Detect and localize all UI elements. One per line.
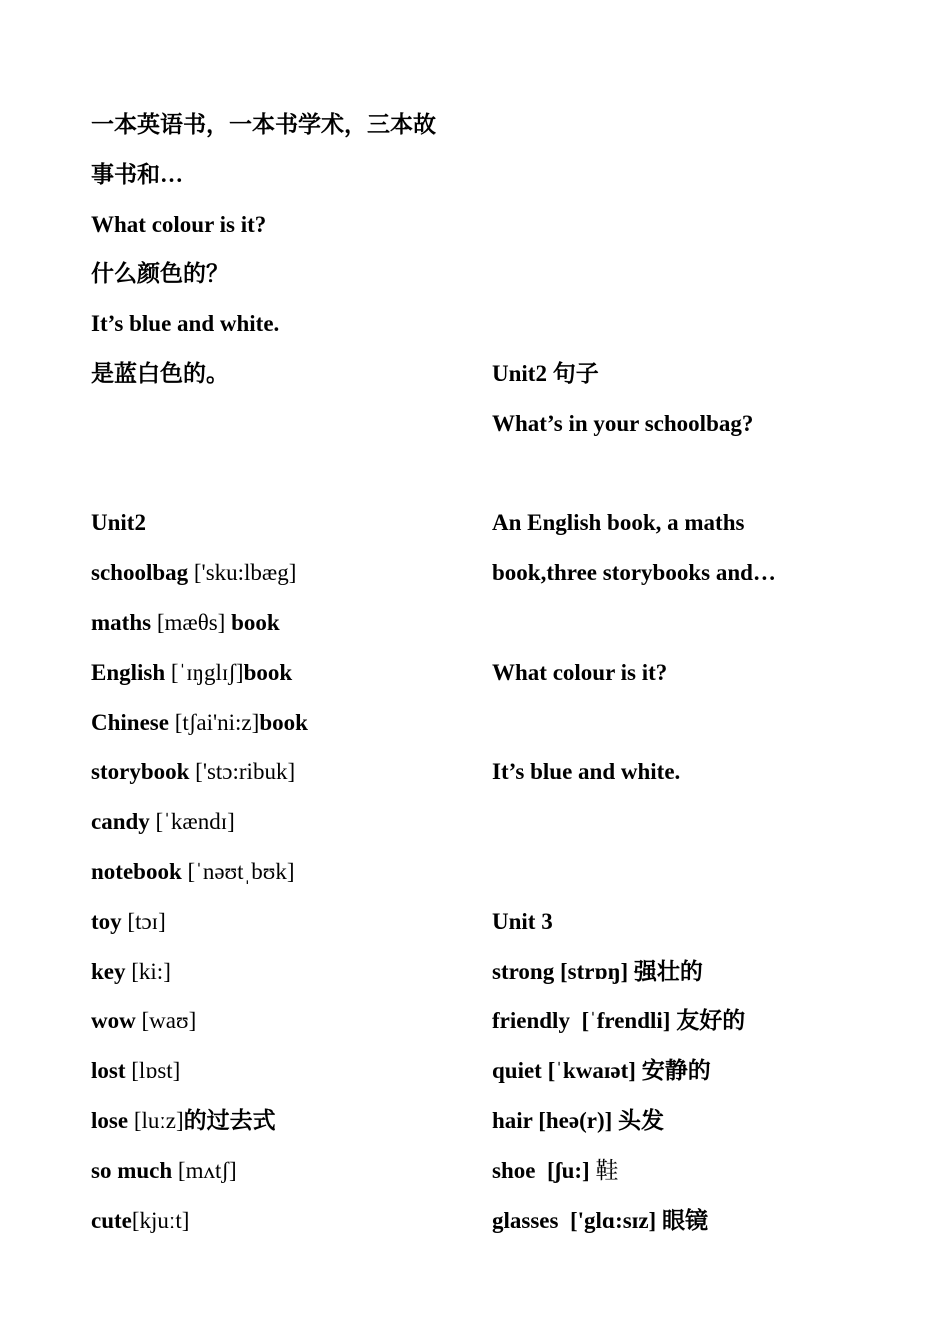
vocab-meaning: 头发 — [618, 1107, 665, 1133]
vocab-pron: [luːz] — [133, 1107, 184, 1133]
vocab-pron: [ˈkændɪ] — [155, 809, 235, 835]
vocab-pron: [tɔɪ] — [127, 908, 166, 934]
vocab-item — [91, 747, 481, 797]
cn-answer-line-1: 一本英语书，一本书学术，三本故 — [91, 112, 436, 137]
answer-schoolbag-line-1: An English book, a maths — [492, 510, 745, 536]
question-colour-cn: 什么颜色的？ — [91, 261, 229, 287]
vocab-meaning: 鞋 — [595, 1157, 619, 1183]
spacer — [492, 299, 912, 349]
vocab-pron: [heə(r)] — [538, 1107, 613, 1133]
spacer — [492, 449, 912, 499]
vocab-item — [91, 648, 481, 698]
unit2-heading: Unit2 — [91, 510, 146, 536]
left-column — [91, 100, 481, 1245]
vocab-pron: [tʃai'ni:z] — [174, 709, 260, 735]
vocab-meaning: 眼镜 — [661, 1207, 708, 1233]
vocab-item — [91, 1096, 481, 1146]
vocab-word: storybook — [91, 759, 190, 785]
vocab-item — [91, 548, 481, 598]
vocab-pron: [ki:] — [131, 958, 171, 984]
vocab-suffix: 的过去式 — [183, 1107, 276, 1133]
vocab-pron: [ˈnəʊtˌbʊk] — [187, 858, 295, 884]
spacer — [492, 249, 912, 299]
vocab-word: key — [91, 958, 126, 984]
vocab-item — [91, 797, 481, 847]
vocab-item — [91, 698, 481, 748]
vocab-meaning: 强壮的 — [633, 958, 703, 984]
spacer — [492, 847, 912, 897]
vocab-pron: [mʌtʃ] — [177, 1157, 237, 1183]
vocab-item — [91, 996, 481, 1046]
vocab-item — [91, 897, 481, 947]
vocab-word: English — [91, 659, 166, 685]
spacer — [91, 399, 481, 449]
spacer — [492, 100, 912, 150]
right-column — [492, 100, 912, 1245]
vocab-suffix: book — [259, 709, 308, 735]
vocab-item — [492, 1096, 912, 1146]
vocab-pron: ['stɔ:ribuk] — [195, 759, 296, 785]
vocab-pron: [strɒŋ] — [559, 958, 629, 984]
vocab-word: so much — [91, 1157, 173, 1183]
question-colour: What colour is it? — [492, 659, 668, 685]
vocab-item — [91, 1046, 481, 1096]
vocab-item — [492, 947, 912, 997]
vocab-word: quiet — [492, 1058, 542, 1084]
vocab-word: lost — [91, 1058, 126, 1084]
vocab-pron: [waʊ] — [141, 1008, 197, 1034]
spacer — [492, 150, 912, 200]
vocab-pron: ['glɑ:sɪz] — [569, 1207, 657, 1233]
answer-colour-cn: 是蓝白色的。 — [91, 360, 229, 386]
vocab-word: Chinese — [91, 709, 169, 735]
spacer — [492, 698, 912, 748]
vocab-item — [91, 947, 481, 997]
vocab-word: strong — [492, 958, 555, 984]
vocab-meaning: 安静的 — [641, 1058, 711, 1084]
vocab-word: notebook — [91, 858, 182, 884]
vocab-word: friendly — [492, 1008, 570, 1034]
vocab-pron: [kjuːt] — [131, 1207, 190, 1233]
vocab-item — [91, 847, 481, 897]
vocab-word: shoe — [492, 1157, 536, 1183]
vocab-item — [91, 1146, 481, 1196]
unit2-sentences-heading: Unit2 句子 — [492, 360, 599, 386]
vocab-pron: [ˈɪŋglɪʃ] — [170, 659, 244, 685]
spacer — [91, 449, 481, 499]
vocab-suffix: book — [231, 609, 280, 635]
question-schoolbag: What’s in your schoolbag? — [492, 410, 754, 436]
spacer — [492, 598, 912, 648]
vocab-word: lose — [91, 1107, 129, 1133]
vocab-word: cute — [91, 1207, 132, 1233]
vocab-item — [492, 1046, 912, 1096]
cn-answer-line-2: 事书和… — [91, 161, 183, 187]
spacer — [492, 200, 912, 250]
vocab-suffix: book — [243, 659, 293, 685]
unit3-heading: Unit 3 — [492, 908, 553, 934]
vocab-pron: ['sku:lbæg] — [193, 560, 297, 586]
question-colour: What colour is it? — [91, 211, 267, 237]
vocab-pron: [ˈkwaɪət] — [547, 1058, 636, 1084]
vocab-item — [492, 1146, 912, 1196]
answer-colour: It’s blue and white. — [91, 311, 280, 337]
spacer — [492, 797, 912, 847]
answer-schoolbag-line-2: book,three storybooks and… — [492, 560, 776, 586]
vocab-pron: [lɒst] — [131, 1058, 181, 1084]
vocab-word: schoolbag — [91, 560, 189, 586]
vocab-word: hair — [492, 1107, 533, 1133]
vocab-pron: [mæθs] — [156, 609, 226, 635]
vocab-word: toy — [91, 908, 122, 934]
vocab-word: maths — [91, 609, 152, 635]
vocab-pron: [ʃu:] — [546, 1157, 590, 1183]
answer-colour: It’s blue and white. — [492, 759, 681, 785]
vocab-meaning: 友好的 — [676, 1008, 746, 1034]
vocab-pron: [ˈfrendli] — [581, 1008, 671, 1034]
vocab-item — [91, 1196, 481, 1246]
vocab-item — [492, 1196, 912, 1246]
vocab-item — [91, 598, 481, 648]
vocab-word: glasses — [492, 1207, 559, 1233]
vocab-item — [492, 996, 912, 1046]
vocab-word: wow — [91, 1008, 136, 1034]
vocab-word: candy — [91, 809, 150, 835]
